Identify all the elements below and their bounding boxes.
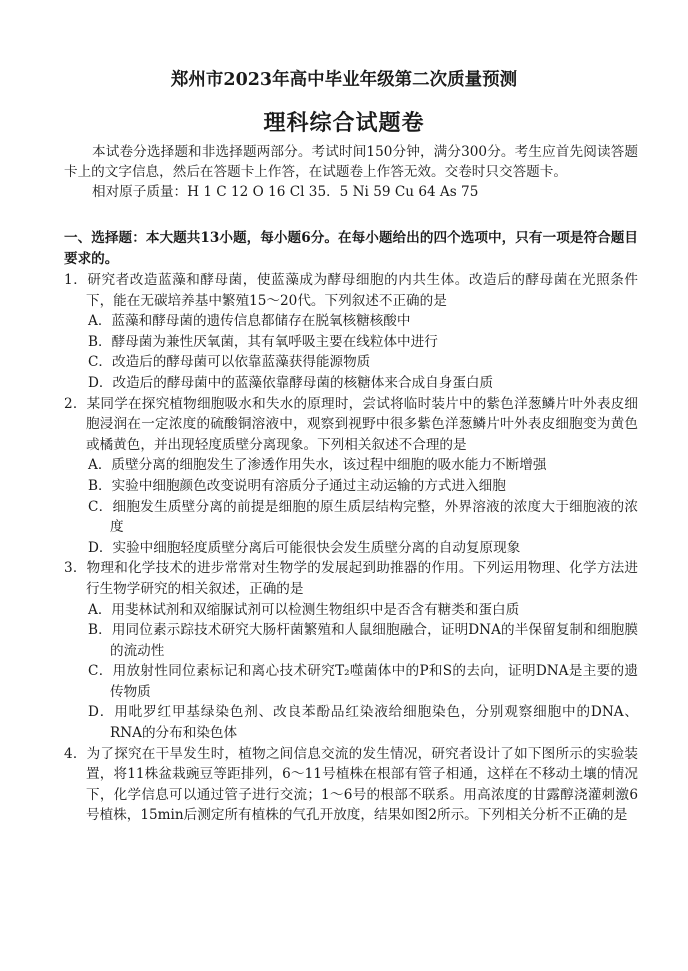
question-option: C．改造后的酵母菌可以依靠蓝藻获得能源物质 <box>88 354 371 371</box>
section-heading-text: 一、选择题：本大题共13小题，每小题6分。在每小题给出的四个选项中，只有一项是符合题目要求的。 <box>64 230 638 267</box>
question-2 <box>64 394 638 559</box>
question-stem: 2．某同学在探究植物细胞吸水和失水的原理时，尝试将临时装片中的紫色洋葱鳞片叶外表皮细胞浸润在一定浓度的硫酸铜溶液中，观察到视野中很多紫色洋葱鳞片叶外表皮细胞变为黄色或橘黄色，并出现轻度质壁分离现象。下列相关叙述不合理的是 <box>64 395 638 453</box>
question-stem: 4．为了探究在干旱发生时，植物之间信息交流的发生情况，研究者设计了如下图所示的实验装置，将11株盆栽豌豆等距排列，6～11号植株在根部有管子相通，这样在不移动土壤的情况下，化学信息可以通过管子进行交流；1～6号的根部不联系。用高浓度的甘露醇浇灌刺激6号植株，15min后测定所有植株的气孔开放度，结果如图2所示。下列相关分析不正确的是 <box>64 745 638 824</box>
question-stem: 1．研究者改造蓝藻和酵母菌，使蓝藻成为酵母细胞的内共生体。改造后的酵母菌在光照条件下，能在无碳培养基中繁殖15～20代。下列叙述不正确的是 <box>64 272 638 309</box>
question-option: B．实验中细胞颜色改变说明有溶质分子通过主动运输的方式进入细胞 <box>88 477 506 494</box>
question-option: B．酵母菌为兼性厌氧菌，其有氧呼吸主要在线粒体中进行 <box>88 333 438 350</box>
question-3 <box>64 558 638 743</box>
exam-subtitle: 理科综合试题卷 <box>263 110 425 136</box>
question-option: B．用同位素示踪技术研究大肠杆菌繁殖和人鼠细胞融合，证明DNA的半保留复制和细胞膜的流动性 <box>88 622 638 659</box>
question-option: A．用斐林试剂和双缩脲试剂可以检测生物组织中是否含有糖类和蛋白质 <box>88 601 520 618</box>
question-option: D．用吡罗红甲基绿染色剂、改良苯酚品红染液给细胞染色，分别观察细胞中的DNA、RNA的分布和染色体 <box>88 704 638 742</box>
question-option: C．细胞发生质壁分离的前提是细胞的原生质层结构完整，外界溶液的浓度大于细胞液的浓度 <box>88 498 638 536</box>
exam-instructions <box>64 142 638 202</box>
question-stem: 3．物理和化学技术的进步常常对生物学的发展起到助推器的作用。下列运用物理、化学方法进行生物学研究的相关叙述，正确的是 <box>64 560 638 597</box>
instructions-text: 本试卷分选择题和非选择题两部分。考试时间150分钟，满分300分。考生应首先阅读答题卡上的文字信息，然后在答题卡上作答，在试题卷上作答无效。交卷时只交答题卡。 <box>64 144 638 180</box>
section-heading <box>64 228 638 270</box>
question-option: D．改造后的酵母菌中的蓝藻依靠酵母菌的核糖体来合成自身蛋白质 <box>88 374 494 391</box>
atomic-masses: 相对原子质量：H 1 C 12 O 16 Cl 35．5 Ni 59 Cu 64 As 75 <box>92 184 479 200</box>
question-1 <box>64 270 638 394</box>
question-4 <box>64 744 638 826</box>
question-option: A．质壁分离的细胞发生了渗透作用失水，该过程中细胞的吸水能力不断增强 <box>88 457 547 474</box>
question-option: D．实验中细胞轻度质壁分离后可能很快会发生质壁分离的自动复原现象 <box>88 539 521 556</box>
question-option: A．蓝藻和酵母菌的遗传信息都储存在脱氧核糖核酸中 <box>88 313 411 330</box>
exam-title: 郑州市2023年高中毕业年级第二次质量预测 <box>170 70 518 90</box>
question-list <box>64 270 638 826</box>
question-option: C．用放射性同位素标记和离心技术研究T₂噬菌体中的P和S的去向，证明DNA是主要的遗传物质 <box>88 663 638 700</box>
